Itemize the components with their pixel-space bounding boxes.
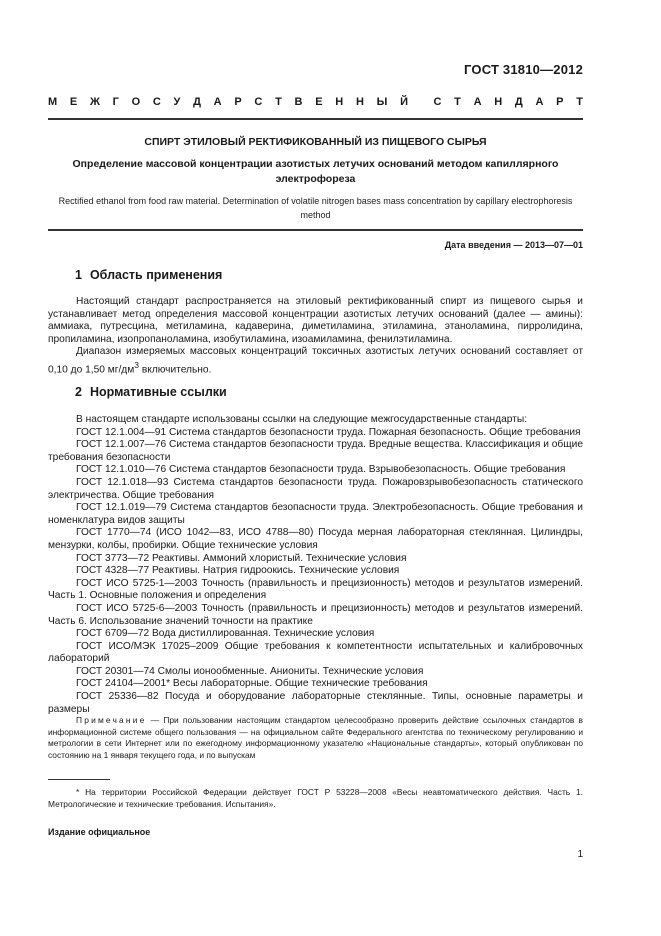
letter: О [131,96,141,108]
reference-item: ГОСТ 1770—74 (ИСО 1042—83, ИСО 4788—80) Посуда мерная лабораторная стеклянная. Цилиндры, мензурки, колбы, пробирки. Общие технические условия [48,527,583,551]
reference-item: ГОСТ ИСО 5725-6—2003 Точность (правильность и прецизионность) методов и результатов измерений. Часть 6. Использование значений точности на практике [48,602,583,627]
header-divider [48,118,583,120]
letter: Е [69,96,78,108]
note-block [48,715,583,761]
reference-item: ГОСТ 12.1.007—76 Система стандартов безопасности труда. Вредные вещества. Классификация и общие требования безопасности [48,439,583,463]
note-label: Примечание [76,715,147,725]
letter: Н [494,96,503,108]
letter: Т [576,96,583,108]
letter: Н [335,96,344,108]
document-title: СПИРТ ЭТИЛОВЫЙ РЕКТИФИКОВАННЫЙ ИЗ ПИЩЕВОГО СЫРЬЯ [144,136,487,148]
paragraph [48,346,583,377]
section-number: 1 [75,268,82,282]
letter: У [173,96,181,108]
note-paragraph [48,715,583,761]
reference-item: ГОСТ 3773—72 Реактивы. Аммоний хлористый. Технические условия [76,552,407,564]
standard-type-heading [48,96,583,108]
introduction-date: Дата введения — 2013—07—01 [444,240,583,250]
letter: Ж [89,96,100,108]
letter: Т [275,96,282,108]
letter: Д [514,96,523,108]
gost-number: ГОСТ 31810—2012 [464,62,583,77]
note-text: — При пользовании настоящим стандартом целесообразно проверить действие ссылочных стандартов в информационной системе общего пользования — на официальном сайте Федерального агентства по техническому регулированию и метрологии в сети Интернет или по ежегодному информационному указателю «Национальные стандарты», который опубликован по состоянию на 1 января текущего года, и по выпускам [48,715,583,760]
reference-item: ГОСТ 24104—2001* Весы лабораторные. Общие технические требования [76,678,428,690]
letter: А [535,96,544,108]
paragraph: Настоящий стандарт распространяется на этиловый ректификованный спирт из пищевого сырья и устанавливает метод определения массовой концентрации азотистых летучих оснований (далее — амины): аммиака, путресцина, метиламина, кадаверина, диметиламина, этиламина, этаноламина, пирролидина, пропиламина, изопропаноламина, изобутиламина, изоамиламина, фенилэтиламина. [48,296,583,345]
reference-item: ГОСТ 4328—77 Реактивы. Натрия гидроокись. Технические условия [76,565,400,577]
reference-item: ГОСТ 25336—82 Посуда и оборудование лабораторные стеклянные. Типы, основные параметры и размеры [48,691,583,715]
letter: Т [454,96,461,108]
reference-item: ГОСТ 12.1.004—91 Система стандартов безопасности труда. Пожарная безопасность. Общие требования [76,426,581,438]
section-heading-scope [75,268,222,282]
letter: Ы [376,96,388,108]
edition-label: Издание официальное [48,827,151,837]
footnote-separator [48,779,110,780]
letter: С [254,96,263,108]
references-list [48,414,583,716]
paragraph: В настоящем стандарте использованы ссылки на следующие межгосударственные стандарты: [76,414,528,425]
range-text-end: включительно. [139,364,212,376]
scope-text [48,296,583,377]
reference-item: ГОСТ 12.1.018—93 Система стандартов безопасности труда. Пожаровзрывобезопасность статического электричества. Общие требования [48,476,583,501]
reference-item: ГОСТ ИСО 5725-1—2003 Точность (правильность и прецизионность) методов и результатов измерений. Часть 1. Основные положения и определения [48,577,583,602]
letter: Р [556,96,564,108]
section-title: Область применения [89,268,223,282]
letter: С [433,96,442,108]
letter: А [473,96,482,108]
page-number: 1 [577,849,583,860]
section-number: 2 [75,385,82,399]
letter: Г [112,96,119,108]
title-divider [48,229,583,231]
reference-item: ГОСТ 12.1.019—79 Система стандартов безопасности труда. Электробезопасность. Общие требования и номенклатура видов защиты [48,502,583,526]
reference-item: ГОСТ 20301—74 Смолы ионообменные. Аниониты. Технические условия [76,665,424,677]
document-subtitle: Определение массовой концентрации азотистых летучих оснований методом капиллярного электрофореза [72,158,559,185]
section-heading-references [75,385,227,399]
letter: М [48,96,58,108]
reference-item: ГОСТ ИСО/МЭК 17025–2009 Общие требования к компетентности испытательных и калибровочных лабораторий [48,640,583,665]
letter: А [213,96,222,108]
letter: С [152,96,161,108]
footnote-text: * На территории Российской Федерации действует ГОСТ Р 53228—2008 «Весы неавтоматического действия. Часть 1. Метрологические и технические требования. Испытания». [48,787,583,809]
letter: Й [400,96,409,108]
range-text: Диапазон измеряемых массовых концентраций токсичных азотистых летучих оснований составляет от 0,10 до 1,50 мг/дм [48,346,583,376]
letter: В [294,96,303,108]
letter: Р [234,96,242,108]
english-title: Rectified ethanol from food raw material. Determination of volatile nitrogen bases mass concentration by capillary electrophoresis method [58,196,573,220]
letter: Д [193,96,201,108]
reference-item: ГОСТ 12.1.010—76 Система стандартов безопасности труда. Взрывобезопасность. Общие требования [76,464,566,476]
footnote [48,786,583,810]
reference-item: ГОСТ 6709—72 Вода дистиллированная. Технические условия [76,628,375,640]
letter: Е [315,96,323,108]
section-title: Нормативные ссылки [89,385,227,399]
superscript: 3 [134,359,139,370]
letter: Н [355,96,364,108]
